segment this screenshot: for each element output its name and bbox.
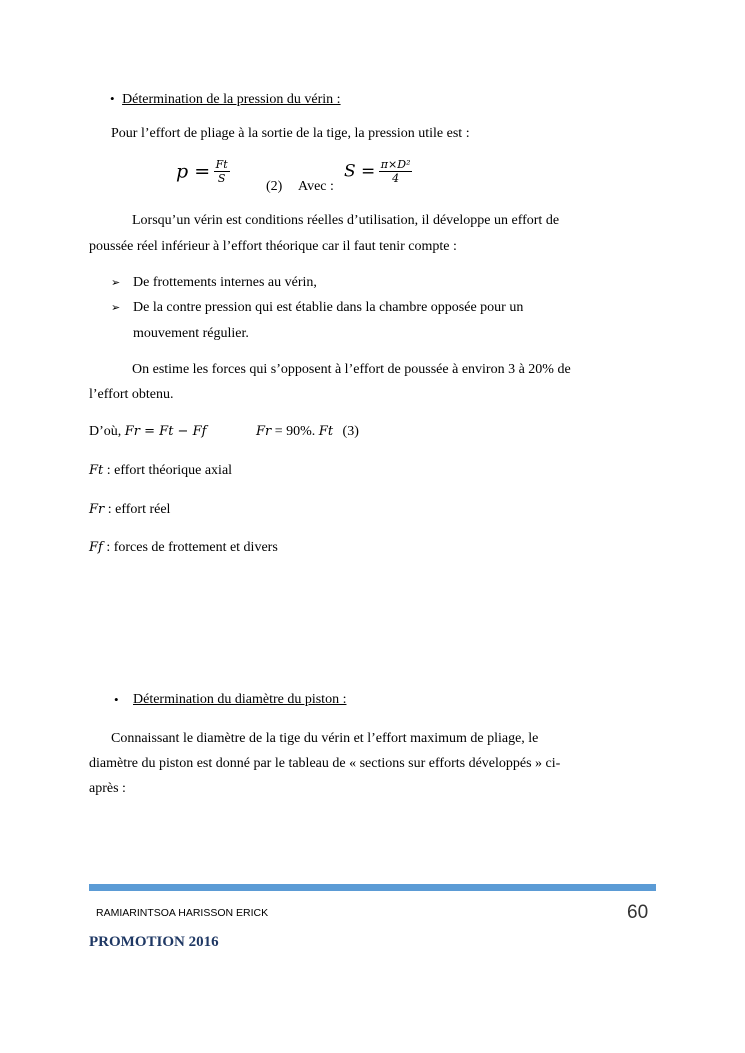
heading-text: Détermination du diamètre du piston :	[133, 692, 347, 707]
equation-prefix: D’où,	[89, 424, 122, 439]
formula-pressure	[176, 158, 230, 185]
paragraph-line: l’effort obtenu.	[89, 387, 174, 402]
definition-symbol: Ft	[89, 463, 104, 478]
list-item	[111, 275, 317, 291]
list-item-text: De la contre pression qui est établie dans la chambre opposée pour un	[133, 300, 524, 315]
formula-s-denominator: 4	[392, 172, 400, 185]
formula-section	[344, 158, 412, 185]
definition-text: : effort théorique axial	[106, 463, 233, 478]
definition-text: : effort réel	[107, 502, 171, 517]
footer-rule	[89, 884, 656, 891]
list-item-continuation: mouvement régulier.	[133, 326, 249, 341]
equation-3	[89, 424, 206, 440]
definition-row	[89, 502, 170, 518]
paragraph-line: Connaissant le diamètre de la tige du vérin et l’effort maximum de pliage, le	[111, 731, 539, 746]
formula-s-fraction	[379, 158, 413, 185]
intro-text: Pour l’effort de pliage à la sortie de la tige, la pression utile est :	[111, 126, 470, 141]
footer-promotion: PROMOTION 2016	[89, 934, 219, 950]
page-number: 60	[627, 902, 649, 923]
list-item-text: De frottements internes au vérin,	[133, 275, 317, 290]
section-heading-pression	[110, 91, 341, 108]
formula-denominator: S	[217, 172, 226, 185]
equation-3-rhs	[256, 424, 359, 440]
equation-expr1: Fr = Ft − Ff	[124, 424, 207, 439]
avec-label: Avec :	[298, 179, 334, 194]
arrow-bullet-icon: ➢	[111, 302, 121, 314]
formula-lhs: p =	[176, 160, 211, 183]
bullet-icon: •	[114, 692, 119, 707]
equation-expr2-lhs: Fr	[256, 424, 272, 439]
section-heading-diametre	[114, 692, 347, 709]
list-item	[111, 300, 524, 316]
paragraph-line: poussée réel inférieur à l’effort théorique car il faut tenir compte :	[89, 239, 457, 254]
definition-symbol: Fr	[89, 502, 105, 517]
definition-symbol: Ff	[89, 540, 103, 555]
formula-numerator: Ft	[215, 158, 228, 171]
paragraph-line: diamètre du piston est donné par le tableau de « sections sur efforts développés » ci-	[89, 756, 561, 771]
bullet-icon: •	[110, 91, 115, 106]
paragraph-line: après :	[89, 781, 126, 796]
paragraph-line: Lorsqu’un vérin est conditions réelles d’utilisation, il développe un effort de	[132, 213, 560, 228]
definition-row	[89, 540, 278, 556]
formula-fraction	[214, 158, 230, 185]
equation-number-2: (2)	[266, 179, 283, 194]
heading-text: Détermination de la pression du vérin :	[122, 92, 341, 107]
formula-s-lhs: S =	[344, 161, 376, 182]
footer-author: RAMIARINTSOA HARISSON ERICK	[96, 907, 269, 919]
formula-s-numerator: π×D²	[380, 158, 411, 171]
arrow-bullet-icon: ➢	[111, 277, 121, 289]
paragraph-line: On estime les forces qui s’opposent à l’effort de poussée à environ 3 à 20% de	[132, 362, 571, 377]
equation-expr2-rhs: Ft	[318, 424, 334, 439]
equation-number-3: (3)	[342, 424, 359, 439]
definition-text: : forces de frottement et divers	[106, 540, 278, 555]
equation-expr2-mid: = 90%.	[274, 424, 316, 439]
definition-row	[89, 463, 232, 479]
